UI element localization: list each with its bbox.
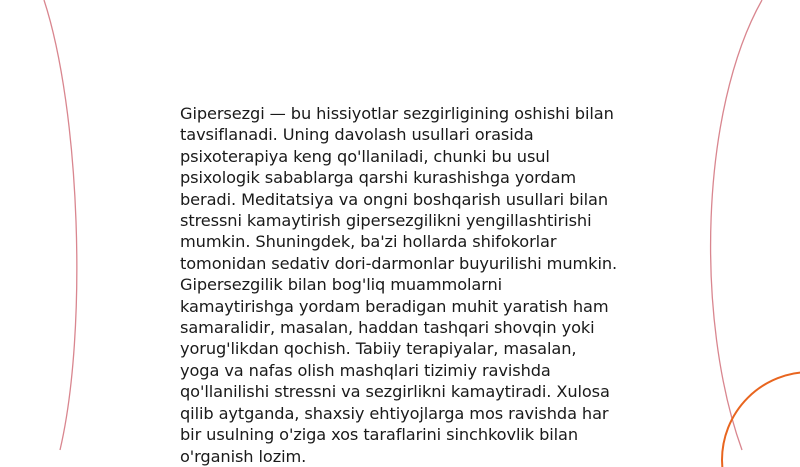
body-paragraph: Gipersezgi — bu hissiyotlar sezgirligining oshishi bilan tavsiflanadi. Uning davolash usullari orasida psixoterapiya keng qo'llaniladi, chunki bu usul psixologik sabablarga qarshi kurashishga yordam beradi. Meditatsiya va ongni boshqarish usullari bilan stressni kamaytirish gipersezgilikni yengillashtirishi mumkin. Shuningdek, ba'zi hollarda shifokorlar tomonidan sedativ dori-darmonlar buyurilishi mumkin. Gipersezgilik bilan bog'liq muammolarni kamaytirishga yordam beradigan muhit yaratish ham samaralidir, masalan, haddan tashqari shovqin yoki yorug'likdan qochish. Tabiiy terapiyalar, masalan, yoga va nafas olish mashqlari tizimiy ravishda qo'llanilishi stressni va sezgirlikni kamaytiradi. Xulosa qilib aytganda, shaxsiy ehtiyojlarga mos ravishda har bir usulning o'ziga xos taraflarini sinchkovlik bilan o'rganish lozim.: [180, 104, 618, 466]
orange-circle: [722, 372, 800, 467]
right-arc: [711, 0, 762, 450]
left-arc: [44, 0, 77, 450]
